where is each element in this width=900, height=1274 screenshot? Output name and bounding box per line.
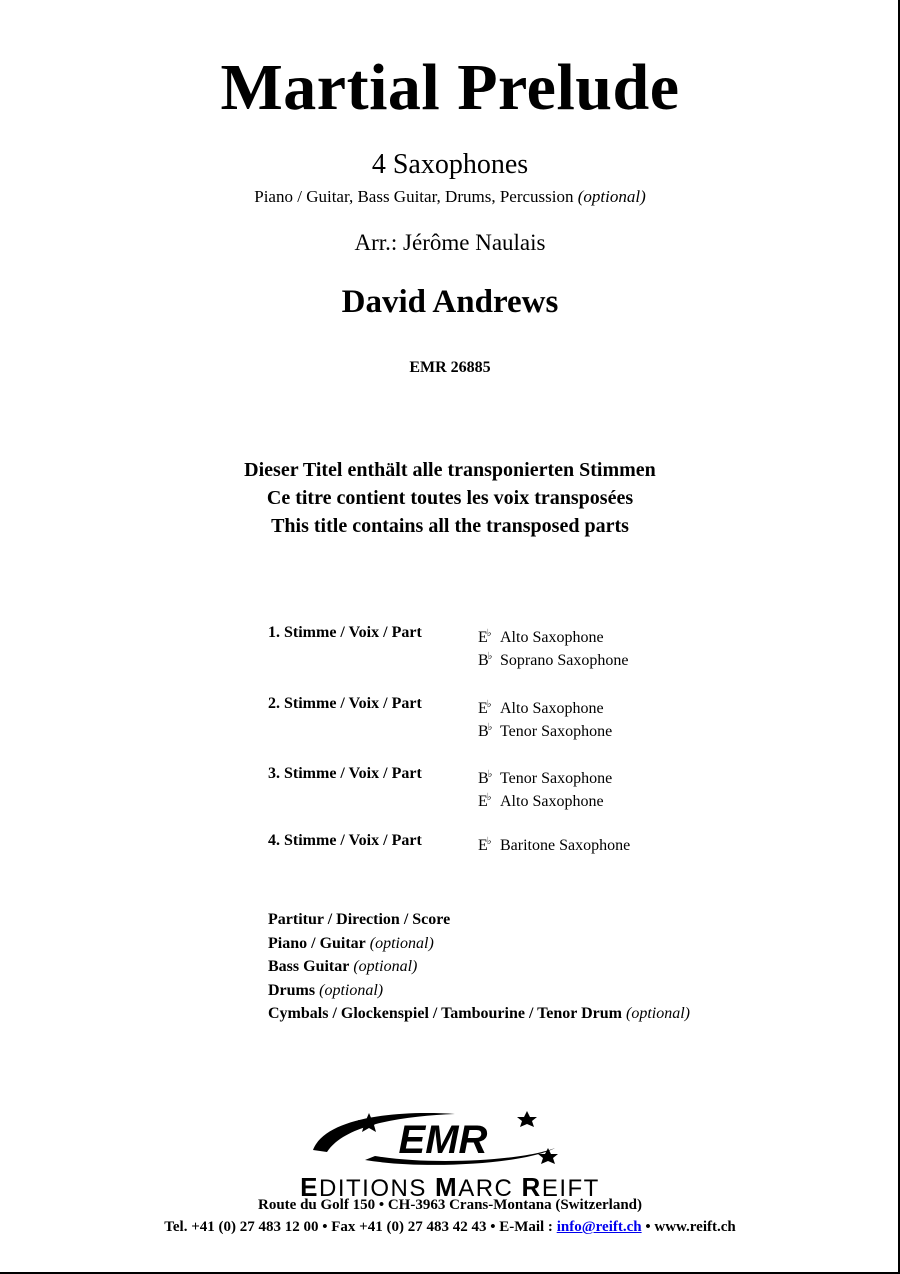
part-label: 1. Stimme / Voix / Part <box>268 624 422 641</box>
instrument-line <box>478 647 628 670</box>
key-signature <box>478 647 500 670</box>
flat-sign: ♭ <box>486 628 492 639</box>
key-letter: B <box>478 723 489 740</box>
key-letter: E <box>478 837 488 854</box>
instrument-name: Alto Saxophone <box>500 700 604 717</box>
extra-part-name: Bass Guitar <box>268 958 350 975</box>
flat-sign: ♭ <box>487 651 493 662</box>
extra-part-optional: (optional) <box>353 958 418 975</box>
arranger: Arr.: Jérôme Naulais <box>354 230 546 255</box>
instrument-name: Tenor Saxophone <box>500 770 613 787</box>
key-signature <box>478 788 500 811</box>
key-signature <box>478 718 500 741</box>
brand-word: EIFT <box>541 1175 600 1202</box>
part-instruments <box>478 832 630 855</box>
extra-part <box>268 932 690 956</box>
instrument-name: Alto Saxophone <box>500 793 604 810</box>
instrument-name: Soprano Saxophone <box>500 652 629 669</box>
key-signature <box>478 624 500 647</box>
brand-initial: M <box>435 1172 459 1202</box>
instrumentation-optional: (optional) <box>577 187 646 206</box>
extra-part-name: Partitur / Direction / Score <box>268 911 451 928</box>
email-link[interactable]: info@reift.ch <box>556 1219 642 1235</box>
publisher-address: Route du Golf 150 • CH-3963 Crans-Montana (Switzerland) <box>258 1197 642 1213</box>
part-instruments <box>478 624 628 670</box>
extra-part <box>268 908 690 932</box>
instrument-line <box>478 765 612 788</box>
logo-star-icon <box>517 1111 537 1127</box>
part-label: 4. Stimme / Voix / Part <box>268 832 422 849</box>
instrument-name: Tenor Saxophone <box>500 723 613 740</box>
piece-title: Martial Prelude <box>220 51 680 124</box>
instrument-line <box>478 718 612 741</box>
instrument-line <box>478 788 612 811</box>
key-letter: E <box>478 793 488 810</box>
instrument-name: Baritone Saxophone <box>500 837 631 854</box>
key-signature <box>478 695 500 718</box>
flat-sign: ♭ <box>486 792 492 803</box>
brand-word: ARC <box>458 1175 522 1202</box>
logo-star-icon <box>358 1113 380 1132</box>
flat-sign: ♭ <box>486 699 492 710</box>
brand-word: DITIONS <box>319 1175 436 1202</box>
transposition-notice <box>0 456 900 540</box>
publisher-contact <box>0 1219 900 1236</box>
flat-sign: ♭ <box>486 836 492 847</box>
extra-part <box>268 979 690 1003</box>
part-instruments <box>478 695 612 741</box>
key-letter: E <box>478 700 488 717</box>
extra-part-optional: (optional) <box>319 981 384 999</box>
ensemble-subtitle: 4 Saxophones <box>371 149 529 180</box>
catalog-number: EMR 26885 <box>409 359 491 376</box>
key-signature <box>478 765 500 788</box>
part-entry <box>268 695 828 740</box>
instrument-name: Alto Saxophone <box>500 629 604 646</box>
instrument-line <box>478 624 628 647</box>
key-signature <box>478 832 500 855</box>
extra-part-name: Piano / Guitar <box>268 934 366 952</box>
logo-star-icon <box>538 1148 558 1164</box>
key-letter: B <box>478 652 489 669</box>
key-letter: B <box>478 770 489 787</box>
flat-sign: ♭ <box>487 722 493 733</box>
brand-initial: E <box>300 1172 320 1202</box>
emr-logo <box>305 1108 565 1170</box>
composer: David Andrews <box>341 284 559 320</box>
extras-list <box>268 908 690 1026</box>
extra-part-name: Drums <box>268 981 316 999</box>
brand-initial: R <box>521 1172 542 1202</box>
instrumentation-main: Piano / Guitar, Bass Guitar, Drums, Percussion <box>254 187 574 206</box>
instrument-line <box>478 832 630 855</box>
part-label: 3. Stimme / Voix / Part <box>268 765 422 782</box>
extra-part <box>268 1002 690 1026</box>
notice-german: Dieser Titel enthält alle transponierten Stimmen <box>244 459 656 481</box>
extra-part-optional: (optional) <box>626 1005 690 1022</box>
part-entry <box>268 832 828 854</box>
instrumentation-line <box>0 187 900 207</box>
logo-text: EMR <box>398 1118 488 1162</box>
part-entry <box>268 765 828 810</box>
flat-sign: ♭ <box>487 769 493 780</box>
instrument-line <box>478 695 612 718</box>
part-entry <box>268 624 828 669</box>
notice-english: This title contains all the transposed parts <box>271 515 629 537</box>
part-label: 2. Stimme / Voix / Part <box>268 695 422 712</box>
extra-part-name: Cymbals / Glockenspiel / Tambourine / Tenor Drum <box>268 1005 622 1022</box>
extra-part-optional: (optional) <box>369 934 434 952</box>
contact-phone-fax: Tel. +41 (0) 27 483 12 00 • Fax +41 (0) 27 483 42 43 • E-Mail : <box>164 1219 557 1235</box>
key-letter: E <box>478 629 488 646</box>
notice-french: Ce titre contient toutes les voix transposées <box>266 487 634 509</box>
extra-part <box>268 955 690 979</box>
contact-website: • www.reift.ch <box>641 1219 736 1235</box>
part-instruments <box>478 765 612 811</box>
